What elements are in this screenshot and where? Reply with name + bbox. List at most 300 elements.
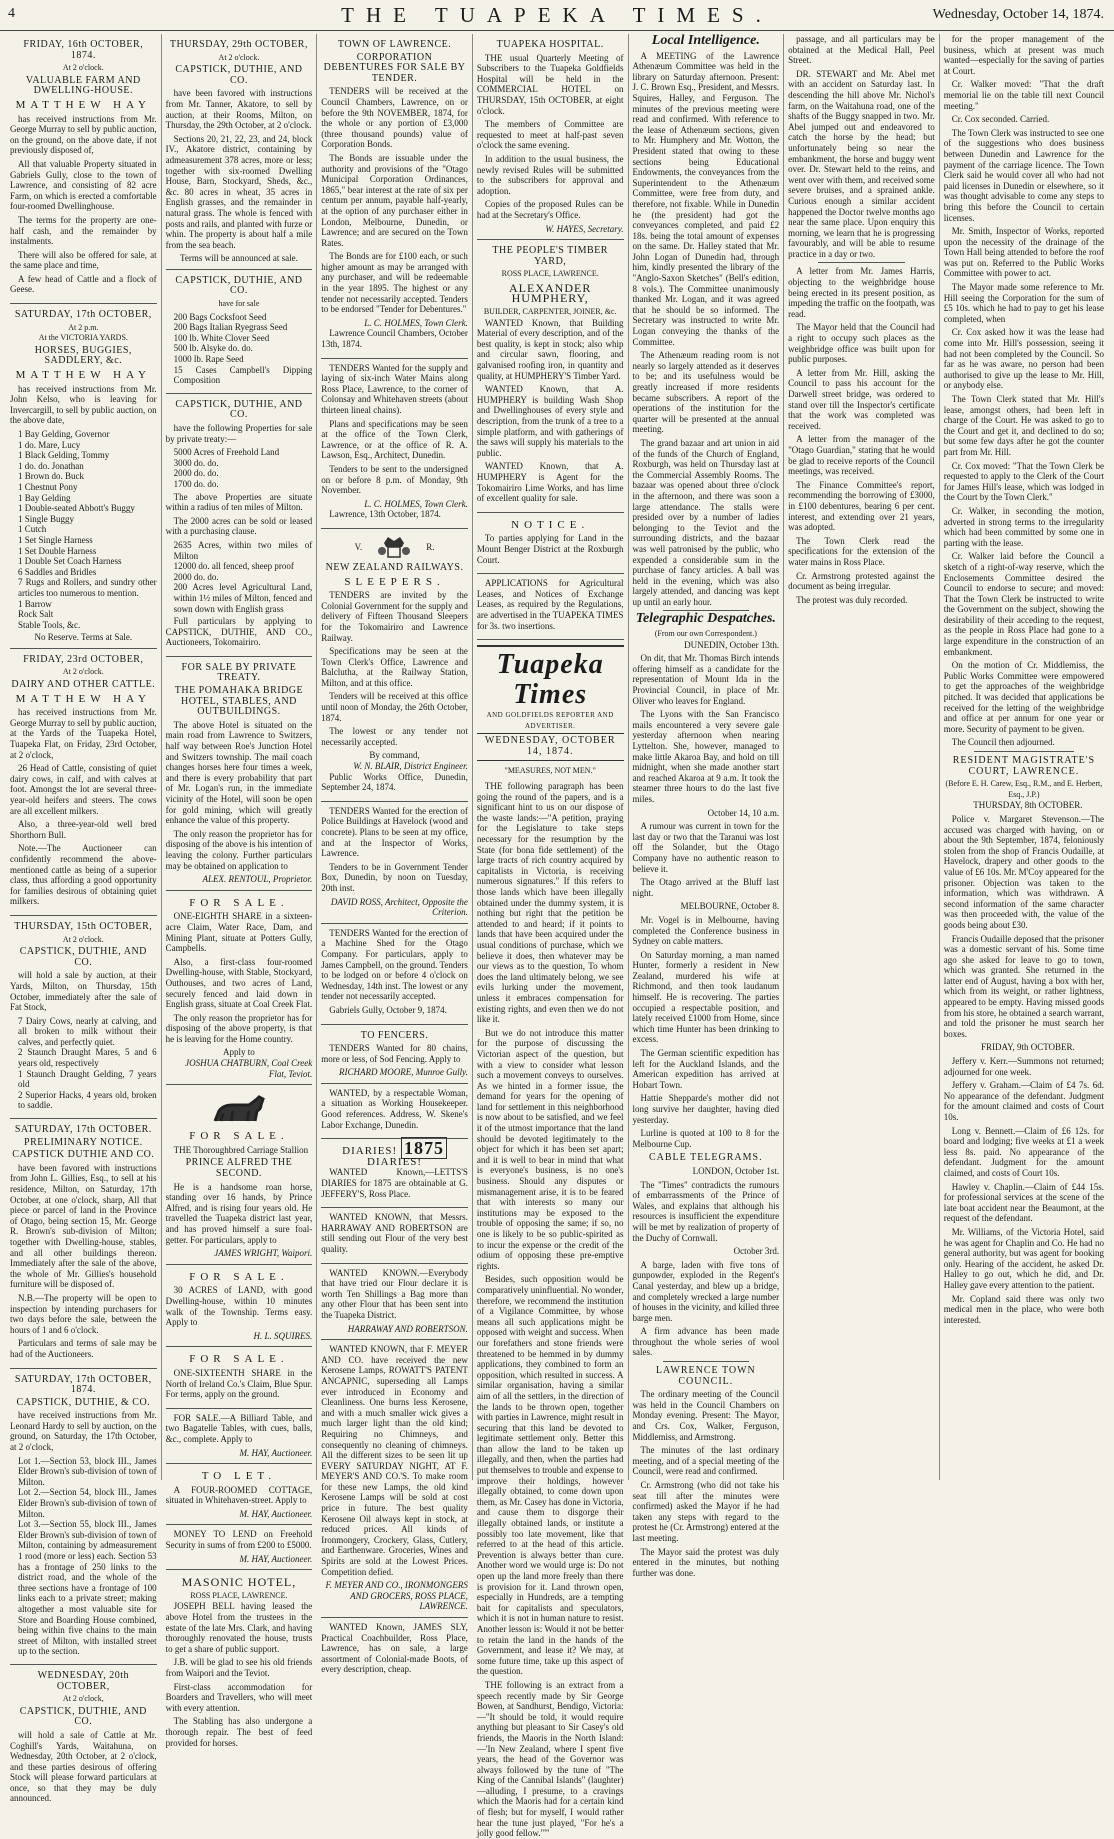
ad-place: Lawrence, 13th October, 1874. [329, 509, 441, 520]
ad-heading: FOR SALE BY PRIVATE TREATY. [181, 661, 297, 684]
horse-icon [209, 1093, 269, 1127]
list-item: 1 Staunch Draught Gelding, 7 years old [18, 1068, 157, 1090]
inner-masthead [477, 645, 624, 761]
ad-date: FRIDAY, 23rd OCTOBER, [23, 653, 144, 665]
ad-body: WANTED Known, that A. HUMPHERY is Agent for the Tokomairiro Lime Works, and has lime of excellent quality for sale. [476, 461, 624, 504]
ad-subtitle: ROSS PLACE, LAWRENCE. [190, 1590, 288, 1600]
ad-masonic-hotel [166, 1570, 313, 1756]
ad-note: Note.—The Auctioneer can confidently recommend the above-mentioned cattle as being of a superior class, thus affording a good opportunity for families desirous of obtaining quiet milkers. [10, 843, 157, 907]
diaries-left: DIARIES! [342, 1145, 398, 1158]
ad-also: Also, a three-year-old well bred Shorthorn Bull. [10, 819, 157, 840]
ad-timber-yard [477, 240, 624, 513]
ad-signature: M. HAY, Auctioneer. [239, 1508, 313, 1519]
article-paragraph: The Finance Committee's report, recommending the borrowing of £3000, in £100 debentures, bearing 6 per cent. interest, and extending over 21 years, was adopted. [788, 479, 935, 533]
ad-signature: W. HAYES, Secretary. [545, 223, 624, 234]
section-heading: Local Intelligence. [651, 33, 760, 48]
ad-body: J.B. will be glad to see his old friends from Waipori and the Teviot. [165, 1657, 313, 1678]
article-paragraph: Hawley v. Chaplin.—Claim of £44 15s. for professional services at the scene of the late boat accident near the Beaumont, at the request of the defendant. [943, 1181, 1105, 1224]
ad-mining-share [166, 891, 313, 1086]
article-paragraph: DUNEDIN, October 13th. [684, 639, 780, 650]
divider [974, 751, 1074, 752]
article-paragraph: Cr. Armstrong (who did not take his seat till after the minutes were confirmed) asked the Mayor if he had taken any steps with regard to the protest he (Cr. Armstrong) entered at the last meeting. [632, 1480, 780, 1543]
ad-body: Copies of the proposed Rules can be had at the Secretary's Office. [476, 199, 624, 220]
ad-also: There will also be offered for sale, at the same place and time, [10, 249, 157, 271]
article-paragraph: October 3rd. [733, 1246, 780, 1257]
article-paragraph: LONDON, October 1st. [692, 1165, 780, 1176]
article-paragraph: Mr. Williams, of the Victoria Hotel, said he was agent for Chaplin and Co. He had no general authority, but was agent for booking only. Hearing of the accident, he asked Dr. Halley to go out, which he did, and Dr. Halley gave every attention to the patient. [943, 1226, 1105, 1290]
list-item: 12000 do. all fenced, sheep proof [173, 561, 294, 572]
column-7 [940, 34, 1108, 1480]
ad-body: MONEY TO LEND on Freehold Security in sums of from £200 to £5000. [165, 1529, 313, 1551]
ad-sections-sale [10, 1369, 157, 1665]
ad-body: has received instructions from Mr. George Murray to sell by public auction, at the Yards of the Tuapeka Hotel, Tuapeka Flat, on Friday, 23rd October, at 2 o'clock, [10, 707, 157, 760]
ad-tail: Full particulars by applying to CAPSTICK, DUTHIE, AND CO., Auctioneers, Tokomairiro. [165, 616, 313, 648]
ad-trade: BUILDER, CARPENTER, JOINER, &c. [483, 307, 617, 317]
ad-date: THURSDAY, 15th OCTOBER, [14, 920, 153, 932]
list-item: 1 Bay Gelding [18, 492, 71, 503]
issue-date: Wednesday, October 14, 1874. [932, 7, 1104, 22]
list-item: 1 Barrow [18, 598, 52, 609]
ad-terms: Terms will be announced at sale. [180, 253, 298, 264]
ad-signature: H. L. SQUIRES. [253, 1330, 313, 1341]
ad-subtitle: ROSS PLACE, LAWRENCE. [501, 269, 599, 279]
ad-date: WEDNESDAY, 20th OCTOBER, [37, 1669, 130, 1692]
ad-body: To parties applying for Land in the Mount Benger District at the Roxburgh Court. [476, 533, 624, 565]
article-paragraph: The grand bazaar and art union in aid of the funds of the Church of England, Roxburgh, was held on Thursday last at the Commercial Assembly Rooms. The bazaar was opened about three o'clock in the afternoon, and there was soon a large attendance. The stalls were presided over by a number of ladies belonging to the Teviot and the surrounding districts, and the bazaar was well patronised by the public, who expended a considerable sum in the purchase of fancy articles. A ball was held in the evening, which was also largely attended, and dancing was kept up until an early hour. [632, 437, 780, 607]
auctioneer-name: CAPSTICK DUTHIE AND CO. [12, 1149, 155, 1161]
ad-body: will hold a sale by auction, at their Yards, Milton, on Thursday, 15th October, immediately after the sale of Fat Stock, [10, 970, 157, 1013]
ad-signature: JOSHUA CHATBURN, Coal Creek Flat, Teviot. [185, 1058, 313, 1079]
section-heading: CABLE TELEGRAMS. [649, 1152, 763, 1164]
article-paragraph: On the motion of Cr. Middlemiss, the Public Works Committee were empowered to get the approaches of the weighbridge pitched. It was decided that applications be received for the letting of the weighbridge and office at per annum for one year or more. Security of payment to be given. [943, 660, 1105, 734]
article-paragraph: Cr. Walker moved: "That the draft memorial lie on the table till next Council meeting." [943, 79, 1105, 111]
ad-body: WANTED Known, that A. HUMPHERY is building Wash Shop and Dwellinghouses of every style and description, from the trunk of a tree to a simple platform, and with gatherings of the saws will supply his materials to the public. [476, 384, 624, 458]
article-paragraph: Cr. Armstrong protested against the document as being irregular. [788, 570, 935, 592]
auctioneer-name: CAPSTICK, DUTHIE, AND CO. [19, 1705, 147, 1728]
ad-title: HORSES, BUGGIES, SADDLERY, &c. [34, 344, 132, 367]
ad-railways [321, 529, 468, 802]
article-paragraph: The Athenæum reading room is not nearly so largely attended as it deserves to be; and its usefulness would be greatly increased if more residents became subscribers. A report of the operations of the institution for the quarter will be presented at the annual meeting. [632, 350, 780, 435]
ad-body: WANTED KNOWN, that F. MEYER AND CO. have received the new Kerosene Lamps, ROWATT'S PATENT ANCAPNIC, superseding all Lamps ever introduced in Economy and Cleanliness. One burns less Kerosene, and with a much smaller wick gives a much larger light than the old kind; Requiring no Chimneys, and consequently no cleaning of chimneys. All the different sizes to be seen lit up EVERY SATURDAY NIGHT, AT F. MEYER'S AND CO.'S. To make room for these new Lamps, the old kind Kerosene Lamps will be sold at cost price in future. The best quality Kerosene Oil always kept in stock, at reduced prices. All kinds of Ironmongery, Crockery, Glass, Cutlery, and Earthenware. Groceries, Wines and Spirits are sold at the Lowest Prices. Competition defied. [321, 1344, 468, 1577]
newspaper-title: THE TUAPEKA TIMES. [341, 3, 773, 27]
ad-signature: L. C. HOLMES, Town Clerk. [364, 317, 468, 328]
article-paragraph: Cr. Walker, in seconding the motion, adverted in strong terms to the irregularity which had been committed by some one in parting with the lease. [943, 505, 1105, 548]
ad-name: ALEXANDER HUMPHERY, [509, 280, 592, 306]
list-item: 2 Superior Hacks, 4 years old, broken to saddle. [18, 1089, 157, 1111]
article-paragraph: The Lyons with the San Francisco mails encountered a very severe gale yesterday afternoon when nearing Lyttelton. She, however, managed to make little Akaroa Bay, and hold on till midnight, when she made another start and reached Akaroa at 9 a.m. It took the steamer three hours to do the last five miles. [632, 709, 780, 804]
ad-body: TENDERS Wanted for 80 chains, more or less, of Sod Fencing. Apply to [321, 1043, 468, 1064]
article-paragraph: THE following paragraph has been going the round of the papers, and is a significant hint to us on our dispose of the waste lands:—"A petition, praying for the Legislature to take steps necessary for the resumption by the State (for bona fide settlement) of the large tracts of rich country acquired by capitalists in Victoria, is receiving numerous signatures." If this refers to those lands which have been illegally obtained under the dummy system, it is nothing but right that the petition be attended to and heard; if it points to lands that have been acquired under the usual conditions of purchase, which we believe it does, then whatever may be our views as to the question, To whom does the land ultimately belong, we see evils lurking under the movement, unless it embraces compensation for existing rights, and even then we do not like it. [476, 781, 624, 1025]
ad-heading: FOR SALE. [189, 1353, 289, 1366]
ad-body: FOR SALE.—A Billiard Table, and two Bagatelle Tables, with cues, balls, &c., complete. Apply to [165, 1412, 313, 1444]
list-item: Rock Salt [18, 609, 54, 620]
ad-water-mains [321, 359, 468, 529]
ad-body: have received instructions from Mr. Leonard Hardy to sell by auction, on the ground, on Saturday, the 17th October, at 2 o'clock, [10, 1410, 157, 1453]
crest-letter-r: R. [426, 541, 435, 552]
article-paragraph: THE following is an extract from a speech recently made by Sir George Bowen, at Sandhurst, Bendigo, Victoria:—"It should be told, it would require anything but pleasant to Sir Casey's old friends, the Maoris in the North Island:—'In New Zealand, where I spent five years, the head of the Governor was always followed by the tune of "The King of the Cannibal Islands" (laughter)—alluding, I presume, to a cravings which the Maoris had for a certain kind of flesh; but for myself, I would rather hear the tune just played, "For he's a jolly good fellow."'" [476, 1679, 624, 1839]
article-paragraph: A firm advance has been made throughout the whole series of wool sales. [632, 1326, 780, 1358]
ad-note: The 2000 acres can be sold or leased with a purchasing clause. [165, 515, 313, 537]
ad-body: The Bonds are issuable under the authority and provisions of the "Otago Municipal Corporation Ordinances, 1865," bear interest at the rate of six per centum per annum, payable half-yearly, at the option of any purchaser either in London, Melbourne, Dunedin, or Lawrence; and are secured on the Town Rates. [321, 152, 468, 248]
ad-body: TENDERS are invited by the Colonial Government for the supply and delivery of Fifteen Thousand Sleepers for the Tokomairiro and Lawrence Railway. [321, 590, 468, 643]
section-subheading: (Before E. H. Carew, Esq., R.M., and E. Herbert, Esq., J.P.) [945, 779, 1103, 799]
list-item: 6 Saddles and Bridles [18, 566, 97, 577]
article-paragraph: October 14, 10 a.m. [707, 807, 780, 818]
crest-letter-v: V. [354, 541, 363, 552]
ad-date: FRIDAY, 16th OCTOBER, 1874. [23, 39, 144, 61]
list-item: 2 Staunch Draught Mares, 5 and 6 years old, respectively [18, 1047, 157, 1069]
ad-time: At 2 o'clock. [62, 63, 104, 73]
article-paragraph: for the proper management of the business, which at present was much wanted—especially for the saving of parties at Court. [943, 34, 1105, 76]
article-paragraph: The protest was duly recorded. [796, 594, 908, 605]
ad-by: By command, [369, 750, 420, 761]
ad-akatore-sale [166, 34, 313, 270]
article-paragraph: A letter from Mr. James Harris, objecting to the weighbridge house being erected in its present position, as impeding the traffic on the footpath, was read. [788, 266, 935, 319]
ad-body: Specifications may be seen at the Town Clerk's Office, Lawrence and Balclutha, at the Railway Station, Milton, and at this office. [321, 646, 468, 688]
article-paragraph: Cr. Cox asked how it was the lease had come into Mr. Hill's possession, seeing it had not been completed by the Council. So far as he was aware, no person had been authorised to give up the lease to Mr. Hill, or anybody else. [943, 327, 1105, 391]
article-paragraph: THURSDAY, 8th OCTOBER. [973, 800, 1083, 811]
column-4 [473, 34, 629, 1839]
article-paragraph: A MEETING of the Lawrence Athenæum Committee was held in the library on Saturday afternoon. Present: J. C. Brown Esq., President, and Messrs. Squires, Halley, and Ferguson. The minutes of the previous meeting were read and confirmed. With reference to the lease of Athenæum sections, given to Mr. Humphery and Mr. Wotton, the President stated that owing to these sections being Educational Endowments, the conveyances from the Superintendent to the Athenæum Committee, were free from duty, and therefore, not fixable. While in Dunedin he (the president) had got the conveyances completed, and paid £2 18s. being the total amount of expenses on the same. Dr. Halley stated that Mr. John Logan of Dunedin had, through him, kindly presented the library of the "Anglo-Saxon Sketches" (Bell's edition, 8 vols.). The Committee unanimously thanked Mr. Logan, and it was agreed that he should be so informed. The Secretary was instructed to write Mr. Logan conveying the thanks of the Committee. [632, 50, 780, 347]
ad-lot: 26 Head of Cattle, consisting of quiet dairy cows, in calf, and with calves at foot. Amongst the lot are several three-year-old heifers and steers. The cows are all excellent milkers. [10, 763, 157, 816]
ad-body: has received instructions from Mr. John Kelso, who is leaving for Invercargill, to sell by public auction, on the above date, [10, 383, 157, 426]
leading-article [477, 781, 624, 1839]
ad-body: TENDERS Wanted for the erection of Police Buildings at Havelock (wood and concrete). Plans to be seen at my office, and at the Inspector of Works, Lawrence. [321, 805, 468, 859]
ad-note: The above Properties are situate within a radius of ten miles of Milton. [165, 491, 313, 513]
ad-place: Public Works Office, Dunedin, September 24, 1874. [321, 771, 468, 793]
ad-body: THE usual Quarterly Meeting of Subscribers to the Tuapeka Goldfields Hospital will be held in the COMMERCIAL HOTEL on THURSDAY, 15th OCTOBER, at eight o'clock. [476, 52, 624, 116]
ad-body: The Bonds are for £100 each, or such higher amount as may be arranged with any purchaser, and will be redeemable in the year 1895. The highest or any tender not necessarily accepted. Tenders to be endorsed "Tender for Debentures." [321, 251, 468, 315]
article-paragraph: DR. STEWART and Mr. Abel met with an accident on Saturday last. In descending the hill above Mr. Nichol's farm, on the Waitahuna road, one of the shafts of the Buggy snapped in two. Mr. Abel jumped out and endeavored to catch the horse by the head; but unfortunately being so near the embankment, the horse and buggy went over. Dr. Stewart held to the reins, and went over with them, and received some severe bruises, and a sprained ankle. Curious enough a similar accident happened the Doctor twelve months ago near the same place. Upon enquiry this morning, we learn that he is progressing favourably, and will be able to resume practice in a day or two. [788, 68, 935, 259]
article-paragraph: The ordinary meeting of the Council was held in the Council Chambers on Monday evening. Present: The Mayor, and Crs. Cox, Walker, Ferguson, Middlemiss, and Armstrong. [632, 1389, 780, 1442]
ad-body: have the following Properties for sale by private treaty:— [165, 423, 313, 444]
ad-place: At the VICTORIA YARDS. [38, 333, 128, 343]
list-item: 2000 do. do. [173, 571, 219, 582]
columns [6, 33, 1108, 1839]
article-paragraph: Besides, such opposition would be comparatively uninfluential. No wonder, therefore, we recommend the institution of a Vigilance Committee, by whose means all such applications might be opposed with weight and success. When our forefathers and stone friends were threatened to be hemmed in by dummy applications, they combined to form an opposition, which resulted in success. A similar organisation, having a similar aim of all the settlers, in the direction of the lands to be thrown open, together with parties in Lawrence, might result in securing that this land be devoted to legitimate settlement only. Better this than allow the land to be taken up illegally, and then, when the parties had put themselves to trouble and expense to improve their holdings, however illegally obtained, to come down upon them, as Mr. Casey has done in Victoria, and cause them to disgorge their illegally obtained lands, or institute a possibly too late movement, like that referred to at the head of this article. Prevention is always better than cure. Another word we would urge is: Do not open up the land more freely than there is provision for it. Land thrown open, especially in Hundreds, are a tempting bait for capitalists and speculators, which it is not in human nature to resist. Another lesson is: Would it not be better to retain the land in the hands of the Government, and lease it? We may, at some future time, take up this aspect of the question. [476, 1274, 624, 1677]
list-item: 1 do. do. Jonathan [18, 460, 84, 471]
ad-cottage [166, 1464, 313, 1525]
ad-body: 30 ACRES of LAND, with good Dwelling-house, within 10 minutes walk of the Township. Terms easy. Apply to [165, 1285, 313, 1328]
ad-place: Lawrence Council Chambers, October 13th, 1874. [321, 328, 468, 350]
list-item: 1000 lb. Rape Seed [173, 354, 244, 365]
horse-name: PRINCE ALFRED THE SECOND. [185, 1157, 293, 1180]
ad-lot: Sections 20, 21, 22, 23, and 24, block IV., Akatore district, containing by admeasurement 378 acres, more or less; together with six-roomed Dwelling House, Barn, Stockyard, Sheds, &c., &c. 80 acres in wheat, 35 acres in English grasses, and the remainder in natural grass. The whole is fenced with posts and rails, and planted with furze or whin. The property is about half a mile from the sea beach. [165, 133, 313, 250]
list-item: 500 lb. Alsyke do. do. [173, 343, 253, 354]
article-paragraph: Mr. Vogel is in Melbourne, having completed the Conference business in Sydney on cable matters. [632, 914, 780, 947]
column-6 [784, 34, 940, 1480]
article-paragraph: The Council then adjourned. [951, 737, 1055, 748]
ad-heading: TO FENCERS. [360, 1029, 429, 1041]
seed-items [174, 312, 313, 386]
ad-time: At 2 p.m. [68, 322, 99, 332]
ad-flour-1 [321, 1208, 468, 1263]
list-item: 3000 do. do. [173, 457, 219, 468]
ad-body: Also, a first-class four-roomed Dwelling-house, with Stable, Stockyard, Outhouses, and two acres of Land, securely fenced and laid down in English grass, situate at Coal Creek Flat. [165, 956, 313, 1010]
ad-heading: FOR SALE. [189, 1130, 289, 1143]
list-item: 1 Black Gelding, Tommy [18, 450, 110, 461]
article-paragraph: FRIDAY, 9th OCTOBER. [980, 1042, 1075, 1053]
auctioneer-name: CAPSTICK, DUTHIE, AND CO. [175, 274, 303, 297]
ad-body: TENDERS Wanted for the erection of a Machine Shed for the Otago Company. For particulars, apply to James Campbell, on the ground. Tenders to be lodged on or before 4 o'clock on Wednesday, 14th inst. The lowest or any tender not necessarily accepted. [321, 927, 468, 1002]
council-report [633, 1389, 780, 1578]
local-news [633, 51, 780, 608]
article-paragraph: Mr. Smith, Inspector of Works, reported upon the necessity of the drainage of the Town Hall being attended to before the roof was put on. Referred to the Public Works Committee with power to act. [943, 226, 1105, 279]
ad-time: At 2 o'clock. [218, 52, 260, 62]
list-item: 5000 Acres of Freehold Land [173, 447, 280, 458]
article-paragraph: Cr. Cox seconded. Carried. [951, 114, 1050, 125]
ad-body: WANTED Known,—LETTS'S DIARIES for 1875 are obtainable at G. JEFFERY'S, Ross Place. [321, 1167, 468, 1199]
ad-hospital [477, 34, 624, 240]
ad-signature: W. N. BLAIR, District Engineer. [353, 761, 468, 772]
ad-body: WANTED, by a respectable Woman, a situation as Working Housekeeper. Good references. Address, W. Skene's Labor Exchange, Dunedin. [321, 1087, 468, 1130]
property-items [174, 447, 313, 489]
auctioneer-name: CAPSTICK, DUTHIE, AND CO. [19, 946, 147, 968]
article-paragraph: The "Times" contradicts the rumours of embarrassments of the Prince of Wales, and explains that although his resources is insufficient the expenditure will be met by realization of property of the Duchy of Cornwall. [632, 1179, 780, 1243]
ad-intro: have for sale [218, 299, 260, 309]
article-paragraph: The Town Clerk was instructed to see one of the suggestions who does business between Dunedin and Lawrence for the payment of the carriage licence. The Town Clerk said he would cover all who had not paid licenses in Dunedin or elsewhere, so it was thought advisable to come any steps to bring this before the Council to certain licenses. [943, 127, 1105, 223]
article-paragraph: The Otago arrived at the Bluff last night. [632, 877, 780, 898]
ad-subtitle: SLEEPERS. [344, 575, 445, 588]
article-paragraph: On dit, that Mr. Thomas Birch intends offering himself as a candidate for the representation of Mount Ida in the Provincial Council, in place of Mr. Oliver who leaves for England. [632, 653, 780, 706]
article-paragraph: A letter from the manager of the "Otago Guardian," stating that he would be glad to receive reports of the Council meetings, was received. [788, 434, 935, 477]
article-paragraph: The Mayor held that the Council had a right to occupy such places as the weighbridge office was built upon for public purposes. [788, 322, 935, 365]
ad-waitahuna-sale [10, 1665, 157, 1812]
list-item: 200 Acres level Agricultural Land, within 1½ miles of Milton, fenced and sown down with English grass [173, 582, 313, 614]
ad-body: The only reason the proprietor has for disposing of the above is his intention of leaving the colony. Further particulars may be obtained on application to [165, 828, 313, 871]
article-paragraph: The Mayor made some reference to Mr. Hill seeing the Corporation for the sum of £5 10s. which he had to pay to get his lease completed, when [943, 282, 1105, 324]
divider [818, 262, 905, 263]
diaries-year: 1875 [401, 1137, 447, 1159]
ad-body: WANTED Known, JAMES SLY, Practical Coachbuilder, Ross Place, Lawrence, has on sale, a large assortment of Colonial-made Boots, of every description, cheap. [321, 1622, 468, 1675]
ad-lot: All that valuable Property situated in Gabriels Gully, close to the town of Lawrence, and consisting of 82 acre Farm, on which is erected a comfortable four-roomed Dwellinghouse. [10, 158, 157, 212]
ad-heading: THE PEOPLE'S TIMBER YARD, [492, 245, 608, 267]
article-paragraph: The Mayor said the protest was duly entered in the minutes, but nothing further was done. [632, 1546, 780, 1578]
sale-items [18, 1016, 157, 1111]
ad-signature: M. HAY, Auctioneer. [239, 1447, 313, 1458]
article-paragraph: A barge, laden with five tons of gunpowder, exploded in the Regent's Canal yesterday, and blew up a bridge, and completely wrecked a large number of houses in the vicinity, and killed three barge men. [632, 1259, 780, 1323]
ad-signature: M. HAY, Auctioneer. [239, 1553, 313, 1564]
ad-body: TENDERS will be received at the Council Chambers, Lawrence, on or before the 9th NOVEMBER, 1874, for the whole or any portion of £3,000 (three thousand pounds) value of Corporation Bonds. [321, 86, 468, 150]
ad-signature: F. MEYER AND CO., IRONMONGERS AND GROCERS, ROSS PLACE, LAWRENCE. [325, 1580, 468, 1612]
ad-signature: ALEX. RENTOUL, Proprietor. [202, 874, 313, 885]
ad-signature: DAVID ROSS, Architect, Opposite the Criterion. [330, 896, 468, 918]
list-item: 1 do. Mare, Lucy [18, 439, 81, 450]
ad-body: THE Thoroughbred Carriage Stallion [173, 1144, 309, 1155]
article-paragraph: passage, and all particulars may be obtained at the Medical Hall, Peel Street. [788, 34, 935, 66]
list-item: 1 Brown do. Buck [18, 471, 84, 482]
sale-lots [18, 1456, 157, 1657]
ad-seeds [166, 270, 313, 394]
ad-claim-share [166, 1347, 313, 1408]
list-item: 200 Bags Italian Ryegrass Seed [173, 322, 288, 333]
motto: "MEASURES, NOT MEN." [504, 766, 596, 776]
article-paragraph: Jeffery v. Kerr.—Summons not returned; adjourned for one week. [943, 1056, 1105, 1077]
inner-masthead-subtitle: AND GOLDFIELDS REPORTER AND ADVERTISER. [486, 711, 614, 730]
ad-stallion [166, 1085, 313, 1265]
auctioneer-name: MATTHEW HAY [15, 692, 151, 705]
masthead [0, 0, 1114, 31]
ad-reserve: No Reserve. Terms at Sale. [34, 632, 133, 643]
article-paragraph: The minutes of the last ordinary meeting, and of a special meeting of the Council, were read and confirmed. [632, 1445, 780, 1477]
ad-milton-sale [10, 916, 157, 1119]
list-item: 2635 Acres, within two miles of Milton [173, 539, 313, 561]
article-paragraph: Cr. Walker laid before the Council a sketch of a right-of-way reserve, which the Enclosements Committee desired the Council to endorse to secure; and moved: That the Town Clerk be instructed to write the Government on the subject, showing the desirability of their acceding to the request, as the people in Ross Place had gone to a large expenditure in the construction of an embankment. [943, 551, 1105, 657]
article-paragraph: On Saturday morning, a man named Hunter, formerly a resident in New Zealand, murdered his wife at Richmond, and then took laudanum himself. He is recovering. The parties occupied a respectable position, and lately received £1000 from Home, since which time Hunter has been drinking to excess. [632, 949, 780, 1045]
ad-signature: RICHARD MOORE, Munroe Gully. [338, 1067, 468, 1078]
list-item: 1 Bay Gelding, Governor [18, 429, 110, 439]
ad-kerosene-lamps [321, 1340, 468, 1618]
ad-date: SATURDAY, 17th OCTOBER, [14, 309, 152, 321]
list-item: 1 Cutch [18, 524, 47, 535]
ad-heading: NOTICE. [511, 518, 590, 531]
list-item: Lot 3.—Section 55, block III., James Elder Brown's sub-division of town of Milton, containing by admeasurement 1 rood (more or less) each. Section 53 has a frontage of 250 links to the district road, and the whole of the three sections have a frontage of 100 links each to a private street; making altogether a most valuable site for Store and Boarding House combined, being within five chains to the main street of Milton, with installed street up to the section. [18, 1519, 157, 1657]
auctioneer-name: MATTHEW HAY [15, 98, 151, 111]
article-paragraph: Francis Oudaille deposed that the prisoner was a domestic servant of his. Some time ago she asked for leave to go to town, which was granted. She returned in the latter end of August, having a box with her, which from its weight, or rather lightness, appeared to be empty. Having missed goods from his store, he obtained a search warrant, and told the prisoner he must search her boxes. [943, 933, 1105, 1039]
ad-title: DAIRY AND OTHER CATTLE. [11, 679, 156, 691]
ad-body: has received instructions from Mr. George Murray to sell by public auction, on the ground, on the above date, if not previously disposed of, [10, 113, 157, 156]
column-2 [162, 34, 318, 1748]
ad-body: Tenders will be received at this office until noon of Monday, the 26th October, 1874. [321, 691, 468, 723]
council-report-continued [788, 266, 935, 605]
ad-time: At 2 o'clock. [62, 934, 104, 944]
ad-body: Tenders to be in Government Tender Box, Dunedin, by noon on Tuesday, 20th inst. [321, 861, 468, 893]
list-item: 15 Cases Campbell's Dipping Composition [173, 364, 313, 386]
list-item: 7 Dairy Cows, nearly at calving, and all broken to milk without their calves, and perfectly quiet. [18, 1015, 157, 1047]
ad-body: APPLICATIONS for Agricultural Leases, and Notices of Exchange Leases, as required by the Regulations, are advertised in the TUAPEKA TIMES for 3s. two insertions. [476, 578, 624, 631]
local-news-continued [788, 34, 935, 259]
property-items-2 [174, 540, 313, 614]
ad-title: THE POMAHAKA BRIDGE HOTEL, STABLES, AND OUTBUILDINGS. [174, 685, 304, 718]
ad-cattle-sale [10, 649, 157, 916]
ad-body: In addition to the usual business, the newly revised Rules will be submitted to the subscribers for approval and adoption. [476, 153, 624, 196]
ad-body: Plans and specifications may be seen at the office of the Town Clerk, Lawrence, or at the office of R. A. Lawson, Esq., Architect, Dunedin. [321, 418, 468, 461]
diaries-banner [321, 1138, 468, 1168]
ad-land-sale [166, 1265, 313, 1348]
ad-farm-sale [10, 34, 157, 304]
ad-apply: Apply to [223, 1047, 255, 1058]
ad-body: He is a handsome roan horse, standing over 16 hands, by Prince Alfred, and is rising four years old. He travelled the Tuapeka district last year, and has proved himself a sure foal-getter. For particulars, apply to [165, 1181, 313, 1245]
list-item: 7 Rugs and Rollers, and sundry other articles too numerous to mention. [18, 577, 157, 598]
list-item: 1700 do. do. [173, 478, 219, 489]
article-paragraph: Cr. Cox moved: "That the Town Clerk be requested to apply to the Clerk of the Court for James Hill's lease, which was lodged in the Court by the Town Clerk." [943, 460, 1105, 503]
ad-title: CORPORATION DEBENTURES FOR SALE BY TENDER. [323, 51, 466, 84]
ad-flour-2 [321, 1264, 468, 1341]
article-paragraph: The Town Clerk read the specifications for the extension of the water mains in Ross Place. [788, 535, 935, 567]
ad-extra: A few head of Cattle and a flock of Geese. [10, 273, 157, 295]
ad-body: ONE-SIXTEENTH SHARE in the North of Ireland Co.'s Claim, Blue Spur. For terms, apply on the ground. [165, 1367, 313, 1400]
article-paragraph: Lurline is quoted at 100 to 8 for the Melbourne Cup. [632, 1128, 780, 1149]
ad-body: have been favored with instructions from John L. Gillies, Esq., to sell at his residence, Milton, on Saturday, 17th October, at one o'clock, sharp, All that piece or parcel of land in the Province of Otago, being section 15, Mr. George R. Brown's sub-division of Milton; together with Dwelling-house, stables, and all other buildings thereon. Immediately after the sale of the above, the whole of Mr. Gillies's household furniture will be disposed of. [10, 1162, 157, 1290]
ad-heading: FOR SALE. [189, 1270, 289, 1283]
ad-body: have been favored with instructions from Mr. Tanner, Akatore, to sell by auction, at their Rooms, Milton, on Thursday, the 29th October, at 2 o'clock. [165, 88, 313, 131]
list-item: 100 lb. White Clover Seed [173, 332, 270, 343]
article-paragraph: But we do not introduce this matter for the purpose of discussing the Victorian aspect of the question, but with a view to consider what lesson such a movement conveys to ourselves. As we hinted in a former issue, the demand for years for the opening of land for settlement in this neighborhood is now about to be satisfied, and we feel it of the utmost importance that the land should be devoted legitimately to the object for which it has been set apart; and it is well to bear in mind that what is everyone's business, is no one's business. Should any disputes or mismanagement arise, it is to be feared that with interests so many our institutions may be exposed to the trouble of opposing the same; if so, no one is likely to be so public-spirited as to incur the expense or the credit of the odium of opposing these pre-emptive rights. [476, 1027, 624, 1271]
article-paragraph: Police v. Margaret Stevenson.—The accused was charged with having, on or about the 9th September, 1874, feloniously stolen from the shop of Francis Oudaille, at Havelock, drapery and other goods to the value of £6 10s. Mr. M'Coy appeared for the prisoner. Objection was taken to the information, which was withdrawn. A second information of the same character was then proceeded with, the value of the goods being about £30. [943, 813, 1105, 930]
article-paragraph: A letter from Mr. Hill, asking the Council to pass his account for the Darwell street bridge, was ordered to stand over till the Inspector's certificate that the work was completed was received. [788, 367, 935, 431]
list-item: Lot 1.—Section 53, block III., James Elder Brown's sub-division of town of Milton. [18, 1455, 157, 1487]
ad-body: WANTED Known, that Building Material of every description, and of the best quality, is kept in stock; also whip and circular sawn, flooring, and galvanised roofing iron, in quantity and quality, at HUMPHERY'S Timber Yard. [476, 317, 624, 381]
ad-body: First-class accommodation for Boarders and Travellers, who will meet with every attention. [165, 1681, 313, 1713]
inner-masthead-title: Tuapeka Times [496, 649, 604, 711]
ad-signature: JAMES WRIGHT, Waipori. [214, 1248, 313, 1259]
auctioneer-name: CAPSTICK, DUTHIE, & CO. [16, 1396, 151, 1408]
diaries-right: DIARIES! [367, 1155, 423, 1168]
page-number: 4 [8, 6, 15, 21]
ad-body: WANTED KNOWN.—Everybody that have tried our Flour declare it is worth Ten Shillings a Bag more than any other Flour that has been sent into the Tuapeka District. [321, 1267, 468, 1320]
inner-masthead-date: WEDNESDAY, OCTOBER 14, 1874. [477, 733, 624, 757]
ad-body: The above Hotel is situated on the main road from Lawrence to Switzers, half way between Roe's Junction Hotel and Switzers township. The mail coach changes horses here four times a week, and there is every probability that part of Mr. Logan's run, in the immediate vicinity of the Hotel, will soon be open for gold mining, which will greatly enhance the value of this property. [165, 719, 313, 826]
ad-body: ONE-EIGHTH SHARE in a sixteen-acre Claim, Water Race, Dam, and Mining Plant, situate at Potters Gully, Campbells. [165, 911, 313, 954]
ad-note: N.B.—The property will be open to inspection by intending purchasers for two days before the sale, between the hours of 1 and 6 o'clock. [10, 1292, 157, 1335]
ad-date: SATURDAY, 17th OCTOBER, 1874. [14, 1373, 152, 1396]
cable-news [633, 1166, 780, 1358]
crest-row [321, 533, 468, 561]
ad-body: Tenders to be sent to the undersigned on or before 8 p.m. of Monday, 9th November. [321, 463, 468, 496]
ad-billiard [166, 1409, 313, 1464]
telegraphic-news [633, 640, 780, 1150]
article-paragraph: A rumour was current in town for the last day or two that the Taranui was lost off the Solander, but the Otago Company have no authentic reason to believe it. [632, 821, 780, 874]
ad-date: SATURDAY, 17th OCTOBER. [14, 1124, 152, 1136]
ad-time: At 2 o'clock. [62, 667, 104, 677]
ad-horses-sale [10, 304, 157, 649]
list-item: 1 Chestnut Pony [18, 481, 78, 492]
ad-debentures [321, 34, 468, 359]
ad-title: VALUABLE FARM AND DWELLING-HOUSE. [25, 74, 141, 97]
list-item: 1 Double Set Coach Harness [18, 556, 122, 567]
ad-housekeeper [321, 1084, 468, 1139]
ad-body: The Stabling has also undergone a thorough repair. The best of feed provided for horses. [165, 1716, 313, 1748]
column-1 [6, 34, 162, 1804]
article-paragraph: Jeffery v. Graham.—Claim of £4 7s. 6d. No appearance of the defendant. Judgment for the amount claimed and costs of Court 10s. [943, 1080, 1105, 1122]
section-heading: RESIDENT MAGISTRATE'S COURT, LAWRENCE. [952, 755, 1096, 777]
ad-body: will hold a sale of Cattle at Mr. Coghill's Yards, Waitahuna, on Wednesday, 20th October, at 2 o'clock, and these parties desirous of offering Stock will please forward particulars at once, so that they may be duly announced. [10, 1729, 157, 1804]
article-paragraph: Mr. Copland said there was only two medical men in the place, who were both interested. [943, 1293, 1105, 1325]
column-5 [629, 33, 785, 1578]
ad-signature: L. C. HOLMES, Town Clerk. [364, 498, 468, 509]
council-report-end [944, 34, 1104, 748]
ad-notice [477, 513, 624, 574]
list-item: 1 Set Single Harness [18, 534, 93, 545]
ad-body: The lowest or any tender not necessarily accepted. [321, 726, 468, 747]
ad-title: MASONIC HOTEL, [181, 1575, 297, 1590]
ad-heading: TOWN OF LAWRENCE. [337, 39, 452, 50]
article-paragraph: Long v. Bennett.—Claim of £6 12s. for board and lodging; five weeks at £1 a week less 8s. paid. No appearance of the defendant. Judgment for the amount claimed, and costs of Court 10s. [943, 1125, 1105, 1178]
article-paragraph: The German scientific expedition has left for the Auckland Islands, and the American expedition has arrived at Hobart Town. [632, 1048, 780, 1090]
ad-applications [477, 574, 624, 640]
article-paragraph: MELBOURNE, October 8. [680, 901, 780, 912]
section-heading: LAWRENCE TOWN COUNCIL. [655, 1365, 756, 1387]
court-report [944, 800, 1104, 1325]
ad-heading: FOR SALE. [189, 896, 289, 909]
ad-time: At 2 o'clock, [62, 1694, 104, 1704]
list-item: Stable Tools, &c. [18, 619, 81, 630]
ad-hotel-sale [166, 657, 313, 891]
ad-title: NEW ZEALAND RAILWAYS. [325, 561, 464, 573]
article-paragraph: Hattie Shepparde's mother did not long survive her daughter, having died yesterday. [632, 1093, 780, 1125]
section-heading: Telegraphic Despatches. [635, 611, 776, 627]
sale-items [18, 429, 157, 630]
auctioneer-name: CAPSTICK, DUTHIE, AND CO. [175, 398, 303, 421]
royal-crest-icon [376, 533, 412, 561]
ad-terms: The terms for the property are one-half cash, and the remainder by instalments. [10, 214, 157, 247]
ad-body: A FOUR-ROOMED COTTAGE, situated in Whitehaven-street. Apply to [165, 1484, 313, 1506]
ad-coachbuilder [321, 1618, 468, 1683]
ad-machine-shed [321, 924, 468, 1025]
ad-body: The members of Committee are requested to meet at half-past seven o'clock the same evening. [476, 119, 624, 151]
list-item: 200 Bags Cocksfoot Seed [173, 311, 267, 322]
ad-heading: TO LET. [201, 1470, 277, 1483]
